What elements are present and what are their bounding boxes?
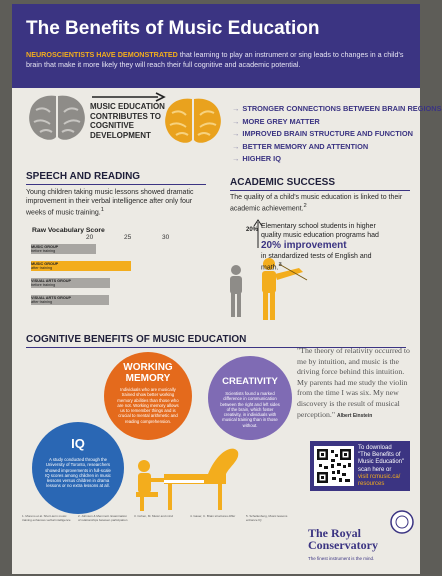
einstein-quote xyxy=(297,346,413,421)
stat-block: Elementary school students in higher quality music education programs had 20% improvement in standardized tests of English and math.$^3$ xyxy=(261,222,381,272)
quote-author: Albert Einstein xyxy=(337,412,373,419)
gray-brain-icon xyxy=(26,92,88,144)
footnote: 1. Moreno et al. Short-term music training enhances verbal intelligence xyxy=(22,514,71,522)
arrow-icon: → xyxy=(232,116,240,126)
list-item: → STRONGER CONNECTIONS BETWEEN BRAIN REGIONS xyxy=(232,104,442,113)
working-memory-circle xyxy=(104,352,192,440)
academic-text: The quality of a child's music education is linked to their academic achievement.$^2$ xyxy=(230,194,403,213)
working-memory-title: WORKING MEMORY xyxy=(123,362,173,384)
creativity-text: Scientists found a marked difference in communication between the right and left sides of the brain, which foster creativity, in individuals with musical training than in those without. xyxy=(220,391,280,428)
arrow-icon: → xyxy=(232,154,240,163)
speech-heading: SPEECH AND READING xyxy=(26,171,141,182)
brain-label: MUSIC EDUCATION CONTRIBUTES TO COGNITIVE DEVELOPMENT xyxy=(90,102,165,140)
arrow-icon: → xyxy=(232,141,240,151)
arrow-icon: → xyxy=(232,129,240,138)
arrow-label: 20% xyxy=(245,227,258,233)
list-item: → MORE GREY MATTER xyxy=(232,116,320,126)
piano-player-icon xyxy=(130,440,242,514)
benefits-list xyxy=(232,103,442,166)
footnote: 2. Johnson & Memmott. Examination of relationships between participation xyxy=(78,514,128,522)
crest-icon xyxy=(390,510,414,534)
speech-text: Young children taking music lessons showed dramatic improvement in their verbal intelligence after only four weeks of music training.$^1$ xyxy=(26,189,194,217)
orange-brain-icon xyxy=(162,95,224,147)
list-item: → IMPROVED BRAIN STRUCTURE AND FUNCTION xyxy=(232,129,413,138)
arrow-icon: → xyxy=(232,104,240,113)
creativity-circle xyxy=(208,356,292,440)
intro-highlight: NEUROSCIENTISTS HAVE DEMONSTRATED xyxy=(26,50,178,59)
bar-label: MUSIC GROUP after training xyxy=(31,262,59,271)
chart-title: Raw Vocabulary Score xyxy=(32,227,105,234)
intro-text xyxy=(26,50,410,70)
stat-pre: Elementary school students in higher quality music education programs had xyxy=(261,223,379,239)
bar-label: VISUAL ARTS GROUP after training xyxy=(31,296,72,305)
stat-big: 20% improvement xyxy=(261,240,347,251)
arrow-right-icon xyxy=(90,92,166,102)
quote-text: "The theory of relativity occurred to me by intuition, and music is the driving force behind this intuition. My parents had me study the violin from the time I was six. My new discovery is the result of musical perception." xyxy=(297,346,410,419)
tick-label: 25 xyxy=(124,234,132,241)
brand-tagline: The finest instrument is the mind. xyxy=(308,556,375,561)
bar-label: VISUAL ARTS GROUP before training xyxy=(31,279,72,288)
resources-link[interactable]: visit rcmusic.ca/ xyxy=(358,473,401,480)
iq-circle xyxy=(32,422,124,514)
cognitive-heading: COGNITIVE BENEFITS OF MUSIC EDUCATION xyxy=(26,334,247,345)
section-divider xyxy=(26,184,206,185)
creativity-title: CREATIVITY xyxy=(222,376,278,387)
bar-label: MUSIC GROUP before training xyxy=(31,245,59,254)
footnote: 5. Schellenberg, Music lessons enhance IQ xyxy=(246,514,288,522)
tick-label: 30 xyxy=(162,234,170,241)
stat-post: in standardized tests of English and math. xyxy=(261,253,372,272)
download-text[interactable]: To download "The Benefits of Music Education" scan here or visit rcmusic.ca/ resources xyxy=(358,445,405,488)
list-item: → HIGHER IQ xyxy=(232,154,281,163)
header-banner xyxy=(12,4,420,88)
tick-label: 20 xyxy=(86,234,94,241)
section-divider xyxy=(230,190,410,191)
page-title: The Benefits of Music Education xyxy=(26,18,320,39)
qr-code-icon[interactable] xyxy=(314,446,354,486)
working-memory-text: Individuals who are musically trained show better working memory abilities than those who are not. Working memory allows us to remember things and is crucial to mental arithmetic and reading comprehension. xyxy=(117,387,179,424)
academic-heading: ACADEMIC SUCCESS xyxy=(230,177,336,188)
iq-text: A study conducted through the University of Toronto, researchers showed improvements in full-scale IQ scores among children in music lessons versus children in drama lessons or no extra lessons at all. xyxy=(45,457,111,489)
poster xyxy=(12,4,442,574)
download-box[interactable] xyxy=(310,441,410,491)
brand-logo: The Royal Conservatory xyxy=(308,526,378,552)
iq-title: IQ xyxy=(71,436,85,451)
footnote: 3. Cohen, M. Music and mind xyxy=(134,514,174,518)
intro-body: that learning to play an instrument or sing leads to changes in a child's brain that make it more likely they will reach their full cognitive and academic potential. xyxy=(26,50,404,69)
list-item: → BETTER MEMORY AND ATTENTION xyxy=(232,141,369,151)
footnote: 4. Gaser, C. Brain structures differ xyxy=(190,514,236,518)
